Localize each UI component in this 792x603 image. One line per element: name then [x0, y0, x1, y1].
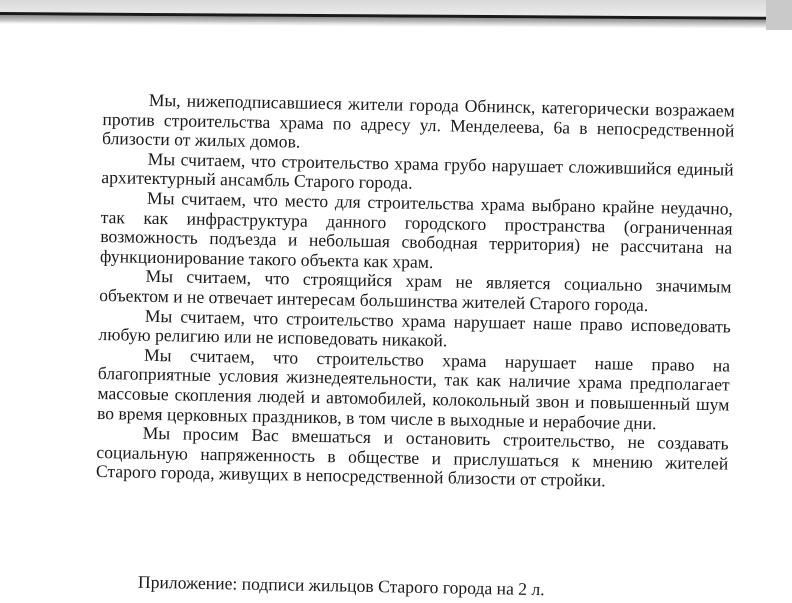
paragraph-infrastructure: Мы считаем, что место для строительства храма выбрано крайне неудачно, так как инфраструктура данного городского пространства (ограниченная возможность подъезда и небольшая свободная территория) не рассчитана на функционирование такого объекта как храм.	[99, 187, 734, 272]
petition-sheet	[95, 89, 735, 600]
paragraph-architecture: Мы считаем, что строительство храма грубо нарушает сложившийся единый архитектурный ансамбль Старого города.	[101, 148, 734, 194]
paragraph-objection: Мы, нижеподписавшиеся жители города Обнинск, категорически возражаем против строительства храма по адресу ул. Менделеева, 6а в непосредственной близости от жилых домов.	[101, 89, 735, 152]
appendix-note: Приложение: подписи жильцов Старого города на 2 л.	[137, 571, 545, 600]
paragraph-religion: Мы считаем, что строительство храма нарушает наше право исповедовать любую религию или не исповедовать никакой.	[98, 305, 731, 351]
paragraph-request: Мы просим Вас вмешаться и остановить строительство, не создавать социальную напряженность в обществе и прислушаться к мнению жителей Старого города, живущих в непосредственной близости от стройки.	[95, 422, 729, 491]
paragraph-living-conditions: Мы считаем, что строительство храма нарушает наше право на благоприятные условия жизнедеятельности, так как наличие храма предполагает массовые скопления людей и автомобилей, колокольный звон и повышенный шум во время церковных праздников, в том числе в выходные и нерабочие дни.	[96, 344, 731, 433]
scan-corner-mark	[766, 0, 792, 30]
paragraph-social-significance: Мы считаем, что строящийся храм не является социально значимым объектом и не отвечает интересам большинства жителей Старого города.	[99, 266, 732, 315]
